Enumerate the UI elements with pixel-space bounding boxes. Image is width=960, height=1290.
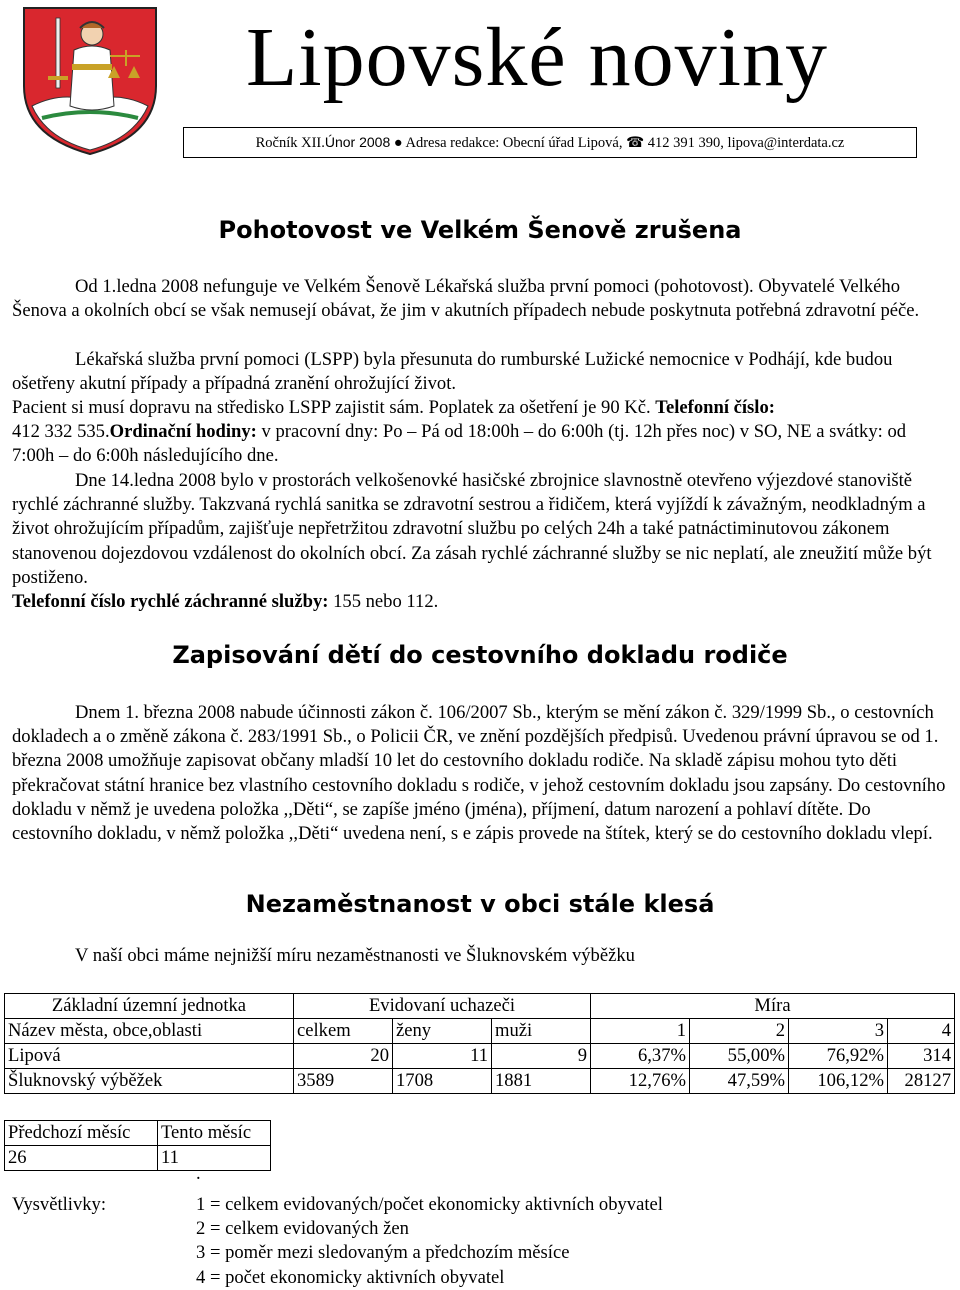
- table-header-cell: Název města, obce,oblasti: [5, 1019, 294, 1044]
- table-cell: 26: [5, 1146, 158, 1171]
- article1-heading: Pohotovost ve Velkém Šenově zrušena: [218, 216, 742, 244]
- legend-list: [196, 1193, 663, 1290]
- legend-item: 2 = celkem evidovaných žen: [196, 1218, 409, 1240]
- table-cell: 1708: [393, 1069, 492, 1094]
- table-cell: 11: [158, 1146, 271, 1171]
- table-cell: 47,59%: [690, 1069, 789, 1094]
- legend-label: Vysvětlivky:: [12, 1194, 107, 1215]
- table-row: [5, 1044, 955, 1069]
- table-header-cell: Míra: [591, 994, 955, 1019]
- article1-paragraph-2: Lékařská služba první pomoci (LSPP) byla přesunuta do rumburské Lužické nemocnice v Podhájí, kde budou ošetřeny akutní případy a případná zranění ohrožující život.: [12, 349, 893, 395]
- phone-label: Telefonní číslo:: [655, 397, 775, 418]
- table-header-cell: 4: [888, 1019, 955, 1044]
- table-cell: 6,37%: [591, 1044, 690, 1069]
- table-cell: 28127: [888, 1069, 955, 1094]
- stray-dot: .: [196, 1163, 201, 1184]
- table-cell: 55,00%: [690, 1044, 789, 1069]
- table-cell: 12,76%: [591, 1069, 690, 1094]
- bullet-icon: ●: [393, 135, 403, 151]
- table-cell: 314: [888, 1044, 955, 1069]
- table-header-row: [5, 994, 955, 1019]
- article1-paragraph-5: Telefonní číslo rychlé záchranné služby: 155 nebo 112.: [12, 591, 439, 612]
- table-cell: 106,12%: [789, 1069, 888, 1094]
- table-cell: 11: [393, 1044, 492, 1069]
- article3-intro: V naší obci máme nejnižší míru nezaměstnanosti ve Šluknovském výběžku: [75, 945, 635, 966]
- monthly-comparison-table: [4, 1120, 271, 1171]
- table-header-cell: Předchozí měsíc: [5, 1121, 158, 1146]
- table-cell: Šluknovský výběžek: [5, 1069, 294, 1094]
- article3-heading: Nezaměstnanost v obci stále klesá: [245, 890, 715, 918]
- table-cell: 1881: [492, 1069, 591, 1094]
- table-header-cell: 2: [690, 1019, 789, 1044]
- table-header-cell: celkem: [294, 1019, 393, 1044]
- phone-icon: ☎: [626, 135, 645, 151]
- article2-heading: Zapisování dětí do cestovního dokladu rodiče: [172, 641, 788, 669]
- table-header-cell: 1: [591, 1019, 690, 1044]
- article1-paragraph-1: Od 1.ledna 2008 nefunguje ve Velkém Šenově Lékařská služba první pomoci (pohotovost). Obyvatelé Velkého Šenova a okolních obcí se však nemusejí obávat, že jim v akutních případech nebude poskytnuta potřebná zdravotní péče.: [12, 276, 920, 322]
- table-cell: Lipová: [5, 1044, 294, 1069]
- volume-label: Ročník XII.: [255, 135, 325, 151]
- table-cell: 9: [492, 1044, 591, 1069]
- table-row: [5, 1146, 271, 1171]
- table-header-cell: ženy: [393, 1019, 492, 1044]
- table-cell: 20: [294, 1044, 393, 1069]
- table-header-row: [5, 1121, 271, 1146]
- address-label: Adresa redakce: Obecní úřad Lipová,: [405, 135, 623, 151]
- table-row: [5, 1069, 955, 1094]
- emergency-phone-label: Telefonní číslo rychlé záchranné služby:: [12, 591, 329, 612]
- hours-label: Ordinační hodiny:: [109, 421, 257, 443]
- table-header-cell: Evidovaní uchazeči: [294, 994, 591, 1019]
- article1-paragraph-3: Pacient si musí dopravu na středisko LSPP zajistit sám. Poplatek za ošetření je 90 Kč. Telefonní číslo: 412 332 535.Ordinační hodiny: v pracovní dny: Po – Pá od 18:00h – do 6:00h (tj. 12h přes noc) v SO, NE a svátky: od 7:00h – do 6:00h následujícího dne.: [12, 397, 907, 467]
- table-cell: 3589: [294, 1069, 393, 1094]
- table-header-cell: 3: [789, 1019, 888, 1044]
- table-header-cell: Základní územní jednotka: [5, 994, 294, 1019]
- table-header-cell: Tento měsíc: [158, 1121, 271, 1146]
- unemployment-table: [4, 993, 955, 1094]
- legend-item: 1 = celkem evidovaných/počet ekonomicky aktivních obyvatel: [196, 1194, 663, 1215]
- article1-paragraph-4: Dne 14.ledna 2008 bylo v prostorách velkošenovké hasičské zbrojnice slavnostně otevřeno výjezdové stanoviště rychlé záchranné služby. Takzvaná rychlá sanitka se zdravotní sestrou a řidičem, která vyjíždí k závažným, neodkladným a život ohrožujícím případům, zajišťuje nepřetržitou zdravotní službu po celých 24h a také patnáctiminutovou zákonem stanovenou dojezdovou vzdálenost do okolních obcí. Za zásah rychlé záchranné služby se nic neplatí, ale zneužití může být postiženo.: [12, 470, 932, 588]
- legend-item: 4 = počet ekonomicky aktivních obyvatel: [196, 1266, 505, 1288]
- lipova-coat-of-arms-logo: [22, 6, 158, 156]
- masthead-title: Lipovské noviny: [246, 11, 828, 104]
- legend-item: 3 = poměr mezi sledovaným a předchozím měsíce: [196, 1242, 570, 1264]
- table-cell: 76,92%: [789, 1044, 888, 1069]
- article2-paragraph: Dnem 1. března 2008 nabude účinnosti zákon č. 106/2007 Sb., kterým se mění zákon č. 329/1999 Sb., o cestovních dokladech a o změně zákona č. 283/1991 Sb., o Policii ČR, ve znění pozdějších předpisů. Uvedenou právní úpravou se od 1. března 2008 umožňuje zapisovat občany mladší 10 let do cestovního dokladu rodiče. Na skladě zápisu mohou tyto děti překračovat státní hranice bez vlastního cestovního dokladu s rodiče, v jehož cestovním dokladu jsou zapsány. Do cestovního dokladu v němž je uvedena položka ,,Děti“, se zapíše jméno (jména), příjmení, datum narození a pohlaví dítěte. Do cestovního dokladu, v němž položka ,,Děti“ uvedena není, s e zápis provede na štítek, který se do cestovního dokladu vlepí.: [12, 702, 946, 845]
- table-header-cell: muži: [492, 1019, 591, 1044]
- masthead-info-bar: [183, 127, 917, 158]
- issue-label: Únor 2008: [324, 134, 391, 150]
- table-subheader-row: [5, 1019, 955, 1044]
- contact-label: 412 391 390, lipova@interdata.cz: [647, 135, 845, 151]
